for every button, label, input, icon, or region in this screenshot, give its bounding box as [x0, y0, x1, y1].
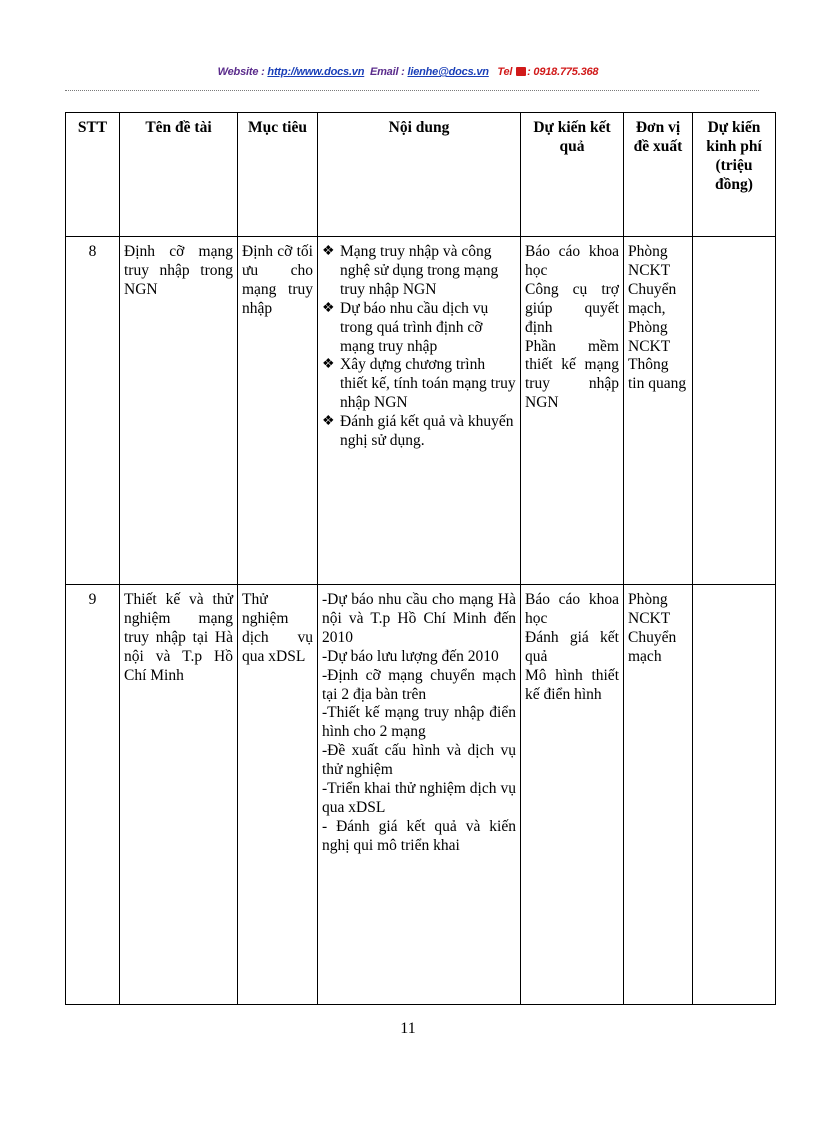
list-item: -Dự báo nhu cầu cho mạng Hà nội và T.p Hồ Chí Minh đến 2010 [322, 591, 516, 646]
row-muc-tieu: Định cỡ tối ưu cho mạng truy nhập [238, 237, 318, 585]
list-item: ❖ Đánh giá kết quả và khuyến nghị sử dụng. [322, 413, 514, 450]
diamond-bullet-icon: ❖ [322, 357, 335, 373]
row-du-kien-ket-qua [521, 585, 624, 1005]
list-item: ❖ Mạng truy nhập và công nghệ sử dụng trong mạng truy nhập NGN [322, 243, 499, 298]
row-ten-de-tai: Định cỡ mạng truy nhập trong NGN [120, 237, 238, 585]
list-item: -Thiết kế mạng truy nhập điển hình cho 2 mạng [322, 704, 516, 741]
header-stt: STT [66, 113, 120, 237]
row-stt: 9 [66, 585, 120, 1005]
header-rule [65, 90, 759, 91]
page-header [0, 66, 816, 78]
list-item: -Dự báo lưu lượng đến 2010 [322, 647, 499, 665]
project-table [65, 112, 776, 1005]
header-ten-de-tai: Tên đề tài [120, 113, 238, 237]
diamond-bullet-icon: ❖ [322, 244, 335, 259]
row-kinh-phi [693, 237, 776, 585]
ket-qua-item: Đánh giá kết quả [525, 628, 619, 665]
ket-qua-item: Báo cáo khoa học [525, 591, 619, 627]
header-du-kien-kinh-phi: Dự kiến kinh phí (triệu đồng) [693, 113, 776, 237]
tel-label: Tel [497, 66, 516, 78]
row-du-kien-ket-qua [521, 237, 624, 585]
table-row [66, 237, 776, 585]
header-noi-dung: Nội dung [318, 113, 521, 237]
list-item: -Đề xuất cấu hình và dịch vụ thử nghiệm [322, 742, 516, 779]
row-don-vi-de-xuat: Phòng NCKT Chuyển mạch, Phòng NCKT Thông tin quang [624, 237, 693, 585]
phone-icon [516, 67, 526, 76]
email-label: Email : [369, 66, 408, 78]
ket-qua-item: Mô hình thiết kế điển hình [525, 666, 619, 703]
header-du-kien-ket-qua: Dự kiến kết quả [521, 113, 624, 237]
list-item: - Đánh giá kết quả và kiến nghị qui mô triển khai [322, 817, 516, 854]
website-link[interactable]: http://www.docs.vn [267, 66, 365, 78]
ket-qua-item: Công cụ trợ giúp quyết định [525, 280, 619, 336]
header-don-vi-de-xuat: Đơn vị đề xuất [624, 113, 693, 237]
phone-number: : 0918.775.368 [527, 66, 599, 78]
row-noi-dung [318, 237, 521, 585]
header-muc-tieu: Mục tiêu [238, 113, 318, 237]
list-item: ❖ Xây dựng chương trình thiết kế, tính toán mạng truy nhập NGN [322, 356, 516, 412]
ket-qua-item: Báo cáo khoa học [525, 243, 619, 279]
row-stt: 8 [66, 237, 120, 585]
website-label: Website : [217, 66, 268, 78]
table-row [66, 585, 776, 1005]
ket-qua-item: Phần mềm thiết kế mạng truy nhập NGN [525, 337, 619, 412]
row-noi-dung [318, 585, 521, 1005]
list-item: -Triển khai thử nghiệm dịch vụ qua xDSL [322, 780, 516, 816]
page-number: 11 [400, 1020, 416, 1037]
row-don-vi-de-xuat: Phòng NCKT Chuyển mạch [624, 585, 693, 1005]
row-kinh-phi [693, 585, 776, 1005]
row-ten-de-tai: Thiết kế và thử nghiệm mạng truy nhập tại Hà nội và T.p Hồ Chí Minh [120, 585, 238, 1005]
list-item: ❖ Dự báo nhu cầu dịch vụ trong quá trình định cỡ mạng truy nhập [322, 299, 489, 355]
diamond-bullet-icon: ❖ [322, 414, 335, 430]
diamond-bullet-icon: ❖ [322, 300, 335, 316]
list-item: -Định cỡ mạng chuyển mạch tại 2 địa bàn trên [322, 666, 516, 703]
email-link[interactable]: lienhe@docs.vn [407, 66, 489, 78]
table-header-row [66, 113, 776, 237]
row-muc-tieu: Thử nghiệm dịch vụ qua xDSL [238, 585, 318, 1005]
